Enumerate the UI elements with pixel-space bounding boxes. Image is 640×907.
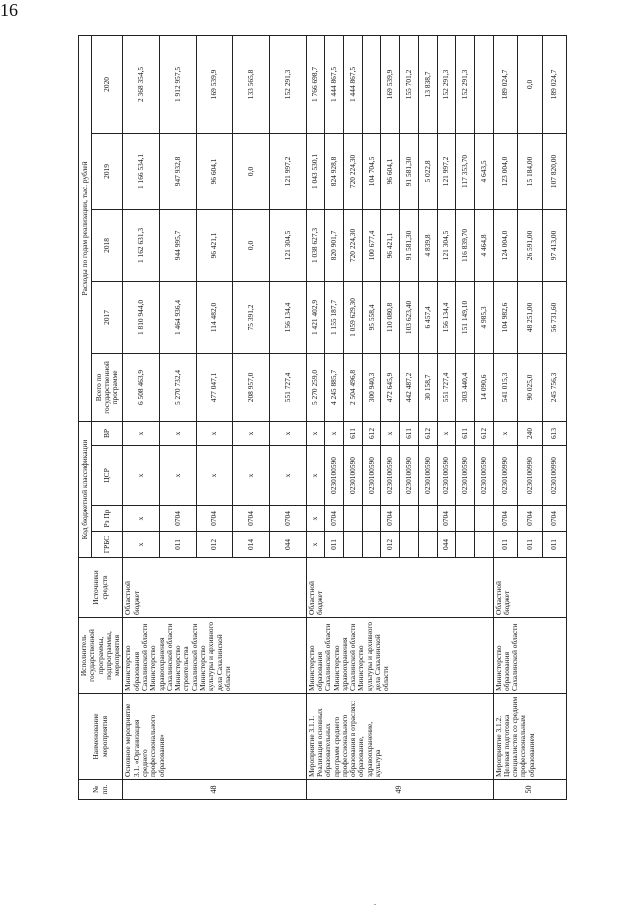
cell-2020: 133 565,8 bbox=[233, 35, 270, 133]
cell-vr: х bbox=[123, 421, 160, 445]
cell-grbs: х bbox=[306, 532, 325, 558]
cell-grbs: 011 bbox=[518, 532, 543, 558]
cell-grbs: 044 bbox=[437, 532, 456, 558]
cell-2019: 96 604,1 bbox=[196, 133, 233, 209]
cell-rzpr bbox=[474, 506, 493, 532]
executor-49: Министерство образования Сахалинской области Министерство здравоохранения Сахалинской области Министерство культуры и архивного дела Сахалинской области bbox=[306, 618, 493, 694]
cell-2017: 1 810 944,0 bbox=[123, 281, 160, 353]
header-grbs: ГРБС bbox=[91, 532, 123, 558]
cell-2018: 116 839,70 bbox=[456, 209, 475, 281]
cell-csr: 0230100590 bbox=[474, 446, 493, 506]
header-name: Наименование мероприятия bbox=[79, 694, 123, 780]
cell-2019: 91 581,30 bbox=[400, 133, 419, 209]
cell-rzpr: 0704 bbox=[518, 506, 543, 532]
cell-2020: 1 444 867,5 bbox=[344, 35, 363, 133]
cell-2020: 169 539,9 bbox=[196, 35, 233, 133]
cell-total: 472 645,9 bbox=[381, 353, 400, 421]
cell-rzpr: 0704 bbox=[437, 506, 456, 532]
table-row bbox=[123, 35, 160, 799]
cell-2019: 123 004,0 bbox=[493, 133, 518, 209]
row-number-50: 50 bbox=[493, 780, 567, 800]
cell-total: 5 270 732,4 bbox=[160, 353, 197, 421]
cell-2018: 0,0 bbox=[233, 209, 270, 281]
cell-2019: 1 043 530,1 bbox=[306, 133, 325, 209]
cell-total: 208 957,0 bbox=[233, 353, 270, 421]
cell-vr: 612 bbox=[474, 421, 493, 445]
cell-grbs bbox=[362, 532, 381, 558]
cell-2017: 6 457,4 bbox=[418, 281, 437, 353]
cell-total: 245 756,3 bbox=[542, 353, 567, 421]
footer-mark: . bbox=[374, 898, 376, 907]
cell-rzpr: 0704 bbox=[493, 506, 518, 532]
cell-2017: 75 391,2 bbox=[233, 281, 270, 353]
cell-2017: 1 155 187,7 bbox=[325, 281, 344, 353]
cell-rzpr: 0704 bbox=[233, 506, 270, 532]
cell-total: 442 487,2 bbox=[400, 353, 419, 421]
header-expenses: Расходы по годам реализации, тыс. рублей bbox=[79, 35, 92, 421]
header-budget-code: Код бюджетной классификации bbox=[79, 421, 92, 557]
cell-csr: 0230100990 bbox=[518, 446, 543, 506]
cell-vr: х bbox=[160, 421, 197, 445]
cell-total: 477 047,1 bbox=[196, 353, 233, 421]
cell-rzpr: 0704 bbox=[270, 506, 307, 532]
cell-2017: 48 251,00 bbox=[518, 281, 543, 353]
cell-2018: 121 304,5 bbox=[270, 209, 307, 281]
cell-vr: х bbox=[381, 421, 400, 445]
cell-2018: 96 421,1 bbox=[381, 209, 400, 281]
cell-rzpr: 0704 bbox=[542, 506, 567, 532]
cell-total: 14 090,6 bbox=[474, 353, 493, 421]
cell-2018: 96 421,1 bbox=[196, 209, 233, 281]
cell-csr: х bbox=[196, 446, 233, 506]
cell-csr: 0230100590 bbox=[381, 446, 400, 506]
cell-vr: 611 bbox=[400, 421, 419, 445]
header-2018: 2018 bbox=[91, 209, 123, 281]
cell-vr: х bbox=[196, 421, 233, 445]
header-row-1 bbox=[79, 35, 92, 799]
cell-vr: 240 bbox=[518, 421, 543, 445]
executor-50: Министерство образования Сахалинской области bbox=[493, 618, 567, 694]
cell-2020 bbox=[362, 35, 381, 133]
cell-2018: 820 901,7 bbox=[325, 209, 344, 281]
header-2020: 2020 bbox=[91, 35, 123, 133]
table-row bbox=[306, 35, 325, 799]
cell-total: 90 025,0 bbox=[518, 353, 543, 421]
cell-csr: 0230100990 bbox=[493, 446, 518, 506]
cell-vr: 612 bbox=[362, 421, 381, 445]
header-source: Источники средств bbox=[79, 558, 123, 618]
cell-2020: 189 024,7 bbox=[493, 35, 518, 133]
cell-grbs: 012 bbox=[196, 532, 233, 558]
cell-csr: 0230100590 bbox=[325, 446, 344, 506]
cell-2017: 104 982,6 bbox=[493, 281, 518, 353]
cell-total: 551 727,4 bbox=[270, 353, 307, 421]
cell-2018: 720 224,30 bbox=[344, 209, 363, 281]
cell-2018: 124 004,0 bbox=[493, 209, 518, 281]
cell-total: 303 440,4 bbox=[456, 353, 475, 421]
cell-csr: х bbox=[233, 446, 270, 506]
cell-grbs: 011 bbox=[493, 532, 518, 558]
cell-2020: 2 368 354,5 bbox=[123, 35, 160, 133]
cell-2018: 121 304,5 bbox=[437, 209, 456, 281]
cell-2019: 4 643,5 bbox=[474, 133, 493, 209]
cell-2019: 947 932,8 bbox=[160, 133, 197, 209]
cell-total: 30 158,7 bbox=[418, 353, 437, 421]
cell-rzpr bbox=[456, 506, 475, 532]
cell-grbs: 044 bbox=[270, 532, 307, 558]
cell-csr: х bbox=[270, 446, 307, 506]
cell-grbs bbox=[474, 532, 493, 558]
cell-csr: 0230100590 bbox=[344, 446, 363, 506]
cell-csr: 0230100990 bbox=[542, 446, 567, 506]
cell-vr: х bbox=[437, 421, 456, 445]
cell-2018: 944 995,7 bbox=[160, 209, 197, 281]
cell-2018: 4 839,8 bbox=[418, 209, 437, 281]
cell-2018: 100 677,4 bbox=[362, 209, 381, 281]
cell-csr: 0230100590 bbox=[362, 446, 381, 506]
cell-2019: 0,0 bbox=[233, 133, 270, 209]
header-csr: ЦСР bbox=[91, 446, 123, 506]
header-executor: Исполнитель государственной программы, подпрограммы, мероприятия bbox=[79, 618, 123, 694]
cell-2017: 151 149,10 bbox=[456, 281, 475, 353]
cell-grbs bbox=[344, 532, 363, 558]
cell-grbs: 011 bbox=[160, 532, 197, 558]
cell-total: 6 508 463,9 bbox=[123, 353, 160, 421]
cell-2018: 1 162 631,3 bbox=[123, 209, 160, 281]
cell-total: 2 504 496,8 bbox=[344, 353, 363, 421]
page-number: 16 bbox=[0, 0, 18, 20]
cell-2019: 107 820,00 bbox=[542, 133, 567, 209]
cell-vr: 613 bbox=[542, 421, 567, 445]
cell-2020: 1 912 957,5 bbox=[160, 35, 197, 133]
cell-vr: х bbox=[233, 421, 270, 445]
cell-rzpr bbox=[418, 506, 437, 532]
header-2017: 2017 bbox=[91, 281, 123, 353]
header-rzpr: Рз Пр bbox=[91, 506, 123, 532]
row-number-48: 48 bbox=[123, 780, 306, 800]
header-vr: ВР bbox=[91, 421, 123, 445]
header-number: № пп. bbox=[79, 780, 123, 800]
cell-2020: 152 291,3 bbox=[437, 35, 456, 133]
cell-2019: 720 224,30 bbox=[344, 133, 363, 209]
cell-rzpr bbox=[400, 506, 419, 532]
activity-name-48: Основное мероприятие 3.1. «Организация среднего профессионального образования» bbox=[123, 694, 306, 780]
cell-2017: 156 134,4 bbox=[270, 281, 307, 353]
source-50: Областной бюджет bbox=[493, 558, 567, 618]
cell-2020: 13 838,7 bbox=[418, 35, 437, 133]
source-49: Областной бюджет bbox=[306, 558, 493, 618]
cell-rzpr bbox=[344, 506, 363, 532]
cell-2017: 103 623,40 bbox=[400, 281, 419, 353]
cell-rzpr: х bbox=[306, 506, 325, 532]
cell-grbs bbox=[400, 532, 419, 558]
cell-2017: 114 482,0 bbox=[196, 281, 233, 353]
cell-total: 541 015,3 bbox=[493, 353, 518, 421]
activity-name-50: Мероприятие 3.1.2. Целевая подготовка специалистов со средним профессиональным образованием bbox=[493, 694, 567, 780]
cell-rzpr: 0704 bbox=[325, 506, 344, 532]
cell-2020: 152 291,3 bbox=[456, 35, 475, 133]
cell-grbs: 012 bbox=[381, 532, 400, 558]
cell-2020: 1 444 867,5 bbox=[325, 35, 344, 133]
cell-2018: 97 413,00 bbox=[542, 209, 567, 281]
cell-vr: х bbox=[325, 421, 344, 445]
activity-name-49: Мероприятие 3.1.1. Реализация основных образовательных программ среднего профессионального образования в отраслях: образование, здравоохранение, культура bbox=[306, 694, 493, 780]
cell-2017: 56 731,60 bbox=[542, 281, 567, 353]
cell-total: 300 940,3 bbox=[362, 353, 381, 421]
cell-2020: 1 766 698,7 bbox=[306, 35, 325, 133]
cell-rzpr: 0704 bbox=[196, 506, 233, 532]
table-row bbox=[493, 35, 518, 799]
cell-csr: 0230100590 bbox=[418, 446, 437, 506]
executor-48: Министерство образования Сахалинской области Министерство здравоохранения Сахалинской области Министерство строительства Сахалинской области Министерство культуры и архивного дела Сахалинской области bbox=[123, 618, 306, 694]
cell-grbs bbox=[418, 532, 437, 558]
cell-vr: х bbox=[306, 421, 325, 445]
cell-vr: 611 bbox=[344, 421, 363, 445]
cell-grbs: 011 bbox=[325, 532, 344, 558]
cell-2019: 121 997,2 bbox=[437, 133, 456, 209]
cell-2017: 110 080,8 bbox=[381, 281, 400, 353]
cell-total: 5 270 259,0 bbox=[306, 353, 325, 421]
cell-grbs: х bbox=[123, 532, 160, 558]
budget-table bbox=[78, 35, 567, 800]
cell-grbs bbox=[456, 532, 475, 558]
cell-2020: 169 539,9 bbox=[381, 35, 400, 133]
cell-2018: 4 464,8 bbox=[474, 209, 493, 281]
row-number-49: 49 bbox=[306, 780, 493, 800]
cell-csr: х bbox=[306, 446, 325, 506]
cell-2017: 1 464 936,4 bbox=[160, 281, 197, 353]
cell-2019: 96 604,1 bbox=[381, 133, 400, 209]
cell-2019: 5 022,8 bbox=[418, 133, 437, 209]
cell-2018: 26 591,00 bbox=[518, 209, 543, 281]
cell-grbs: 011 bbox=[542, 532, 567, 558]
cell-2020: 0,0 bbox=[518, 35, 543, 133]
cell-2020: 155 701,2 bbox=[400, 35, 419, 133]
rotated-budget-table-container bbox=[78, 56, 562, 800]
cell-2017: 4 985,3 bbox=[474, 281, 493, 353]
cell-2019: 104 704,5 bbox=[362, 133, 381, 209]
cell-csr: 0230100590 bbox=[437, 446, 456, 506]
cell-vr: х bbox=[270, 421, 307, 445]
cell-rzpr: 0704 bbox=[160, 506, 197, 532]
cell-2019: 15 184,00 bbox=[518, 133, 543, 209]
cell-csr: 0230100590 bbox=[456, 446, 475, 506]
cell-total: 4 245 885,7 bbox=[325, 353, 344, 421]
cell-2019: 121 997,2 bbox=[270, 133, 307, 209]
cell-vr: 611 bbox=[456, 421, 475, 445]
cell-2017: 156 134,4 bbox=[437, 281, 456, 353]
cell-2018: 91 581,30 bbox=[400, 209, 419, 281]
cell-grbs: 014 bbox=[233, 532, 270, 558]
cell-rzpr bbox=[362, 506, 381, 532]
cell-csr: х bbox=[160, 446, 197, 506]
cell-2020 bbox=[474, 35, 493, 133]
cell-vr: х bbox=[493, 421, 518, 445]
cell-csr: 0230100590 bbox=[400, 446, 419, 506]
cell-2019: 1 166 534,1 bbox=[123, 133, 160, 209]
cell-2018: 1 038 627,3 bbox=[306, 209, 325, 281]
header-total: Всего по государственной программе bbox=[91, 353, 123, 421]
cell-total: 551 727,4 bbox=[437, 353, 456, 421]
source-48: Областной бюджет bbox=[123, 558, 306, 618]
cell-rzpr: 0704 bbox=[381, 506, 400, 532]
cell-2017: 95 558,4 bbox=[362, 281, 381, 353]
cell-vr: 612 bbox=[418, 421, 437, 445]
cell-2019: 117 353,70 bbox=[456, 133, 475, 209]
cell-2017: 1 059 629,30 bbox=[344, 281, 363, 353]
cell-2020: 189 024,7 bbox=[542, 35, 567, 133]
header-2019: 2019 bbox=[91, 133, 123, 209]
cell-2020: 152 291,3 bbox=[270, 35, 307, 133]
cell-2019: 824 928,8 bbox=[325, 133, 344, 209]
cell-csr: х bbox=[123, 446, 160, 506]
cell-rzpr: х bbox=[123, 506, 160, 532]
cell-2017: 1 421 402,9 bbox=[306, 281, 325, 353]
